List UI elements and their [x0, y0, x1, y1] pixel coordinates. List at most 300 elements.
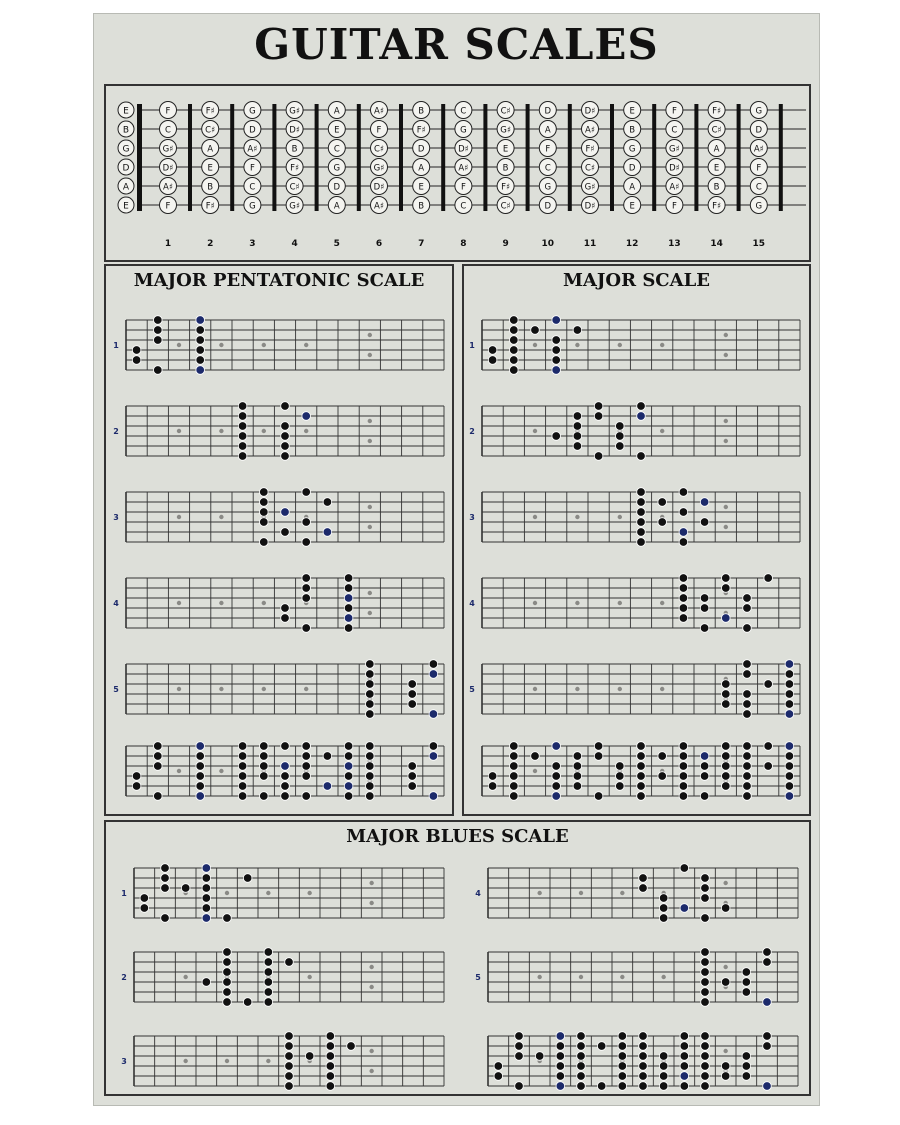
scale-note-dot	[742, 1052, 751, 1061]
note-label: F♯	[501, 182, 511, 193]
scale-note-dot	[510, 356, 519, 365]
scale-note-dot	[785, 752, 794, 761]
note-label: F♯	[290, 163, 300, 174]
scale-note-dot	[552, 762, 561, 771]
note-label: F	[756, 163, 762, 174]
root-note-dot	[196, 742, 205, 751]
major-title: MAJOR SCALE	[563, 270, 710, 291]
inlay-dot	[368, 611, 372, 615]
position-label: 5	[475, 973, 481, 982]
fret-number: 6	[375, 239, 383, 249]
scale-note-dot	[577, 1062, 586, 1071]
scale-note-dot	[659, 1052, 668, 1061]
scale-note-dot	[531, 326, 540, 335]
inlay-dot	[368, 333, 372, 337]
scale-note-dot	[722, 574, 731, 583]
scale-note-dot	[510, 336, 519, 345]
scale-note-dot	[785, 690, 794, 699]
note-label: G	[460, 125, 467, 136]
scale-note-dot	[510, 752, 519, 761]
note-label: B	[418, 106, 425, 117]
fret-number: 5	[333, 239, 340, 249]
scale-note-dot	[659, 1082, 668, 1091]
root-note-dot	[556, 1032, 565, 1041]
scale-note-dot	[202, 904, 211, 913]
scale-note-dot	[743, 772, 752, 781]
scale-note-dot	[347, 1042, 356, 1051]
scale-note-dot	[326, 1072, 335, 1081]
note-label: C♯	[289, 182, 300, 193]
scale-note-dot	[154, 326, 163, 335]
scale-note-dot	[785, 680, 794, 689]
fretboard-panel	[104, 84, 811, 262]
scale-note-dot	[680, 1062, 689, 1071]
scale-note-dot	[281, 614, 290, 623]
scale-note-dot	[743, 624, 752, 633]
scale-note-dot	[260, 538, 269, 547]
scale-note-dot	[577, 1072, 586, 1081]
note-label: D♯	[669, 163, 680, 174]
root-note-dot	[344, 614, 353, 623]
scale-note-dot	[196, 326, 205, 335]
inlay-dot	[660, 687, 664, 691]
scale-note-dot	[743, 792, 752, 801]
root-note-dot	[763, 1082, 772, 1091]
note-label: D	[544, 106, 552, 117]
scale-note-dot	[659, 1072, 668, 1081]
scale-note-dot	[344, 792, 353, 801]
scale-note-dot	[366, 690, 375, 699]
scale-note-dot	[743, 762, 752, 771]
root-note-dot	[637, 412, 646, 421]
scale-note-dot	[429, 742, 438, 751]
scale-note-dot	[680, 1032, 689, 1041]
inlay-dot	[533, 429, 537, 433]
fret-wire	[568, 104, 572, 211]
open-note-label: E	[123, 106, 129, 117]
scale-note-dot	[281, 422, 290, 431]
scale-note-dot	[238, 742, 247, 751]
scale-note-dot	[658, 752, 667, 761]
scale-note-dot	[785, 762, 794, 771]
inlay-dot	[620, 975, 624, 979]
scale-note-dot	[594, 412, 603, 421]
scale-note-dot	[223, 968, 232, 977]
scale-note-dot	[701, 874, 710, 883]
scale-note-dot	[552, 346, 561, 355]
scale-note-dot	[494, 1072, 503, 1081]
inlay-dot	[368, 505, 372, 509]
note-label: C♯	[205, 125, 216, 136]
scale-note-dot	[594, 792, 603, 801]
scale-note-dot	[302, 792, 311, 801]
note-label: F	[671, 201, 677, 212]
inlay-dot	[533, 601, 537, 605]
scale-note-dot	[679, 614, 688, 623]
scale-note-dot	[344, 772, 353, 781]
scale-note-dot	[618, 1052, 627, 1061]
scale-note-dot	[238, 402, 247, 411]
inlay-dot	[618, 601, 622, 605]
inlay-dot	[661, 975, 665, 979]
scale-note-dot	[260, 752, 269, 761]
inlay-dot	[266, 891, 270, 895]
scale-note-dot	[264, 998, 273, 1007]
note-label: F	[671, 106, 677, 117]
scale-note-dot	[679, 574, 688, 583]
position-label: 4	[475, 889, 481, 898]
scale-note-dot	[281, 742, 290, 751]
inlay-dot	[533, 515, 537, 519]
scale-note-dot	[637, 508, 646, 517]
root-note-dot	[785, 710, 794, 719]
scale-note-dot	[679, 752, 688, 761]
scale-note-dot	[742, 1062, 751, 1071]
scale-note-dot	[658, 772, 667, 781]
scale-note-dot	[223, 998, 232, 1007]
scale-note-dot	[618, 1082, 627, 1091]
position-label: 2	[113, 427, 119, 436]
note-label: G♯	[669, 144, 680, 155]
scale-note-dot	[764, 574, 773, 583]
scale-note-dot	[285, 1072, 294, 1081]
position-label: 1	[469, 341, 475, 350]
scale-note-dot	[639, 1052, 648, 1061]
note-label: A	[333, 106, 340, 117]
scale-note-dot	[680, 1082, 689, 1091]
pentatonic-panel	[104, 264, 454, 816]
note-label: A♯	[247, 144, 258, 155]
note-label: D♯	[584, 201, 596, 212]
inlay-dot	[575, 687, 579, 691]
inlay-dot	[660, 343, 664, 347]
scale-note-dot	[659, 1062, 668, 1071]
note-label: E	[334, 125, 340, 136]
fret-wire	[315, 104, 319, 211]
position-label: 1	[113, 341, 119, 350]
scale-note-dot	[722, 772, 731, 781]
scale-note-dot	[281, 452, 290, 461]
scale-note-dot	[639, 874, 648, 883]
inlay-dot	[304, 687, 308, 691]
note-label: B	[418, 201, 425, 212]
scale-note-dot	[639, 1072, 648, 1081]
scale-note-dot	[510, 316, 519, 325]
note-label: G	[544, 182, 552, 193]
scale-note-dot	[637, 498, 646, 507]
root-note-dot	[680, 904, 689, 913]
root-note-dot	[429, 710, 438, 719]
note-label: A	[713, 144, 720, 155]
scale-note-dot	[742, 978, 751, 987]
scale-note-dot	[285, 958, 294, 967]
note-label: G	[628, 144, 636, 155]
scale-note-dot	[366, 710, 375, 719]
inlay-dot	[724, 505, 728, 509]
scale-note-dot	[132, 782, 141, 791]
scale-note-dot	[764, 742, 773, 751]
fret-number: 15	[752, 239, 766, 249]
scale-note-dot	[140, 904, 149, 913]
scale-note-dot	[659, 914, 668, 923]
scale-note-dot	[679, 762, 688, 771]
scale-note-dot	[577, 1052, 586, 1061]
scale-diagram	[121, 864, 444, 923]
root-note-dot	[552, 366, 561, 375]
scale-note-dot	[722, 700, 731, 709]
scale-note-dot	[639, 1082, 648, 1091]
note-label: G♯	[289, 201, 300, 212]
scale-note-dot	[344, 604, 353, 613]
scale-note-dot	[616, 762, 625, 771]
note-label: F	[376, 125, 382, 136]
scale-note-dot	[238, 792, 247, 801]
inlay-dot	[537, 975, 541, 979]
inlay-dot	[219, 769, 223, 773]
note-label: C♯	[500, 201, 511, 212]
position-label: 3	[469, 513, 475, 522]
scale-note-dot	[721, 1062, 730, 1071]
root-note-dot	[281, 762, 290, 771]
scale-note-dot	[223, 948, 232, 957]
note-label: G♯	[584, 182, 596, 193]
scale-note-dot	[597, 1082, 606, 1091]
scale-note-dot	[132, 356, 141, 365]
note-label: F♯	[205, 201, 215, 212]
inlay-dot	[177, 429, 181, 433]
note-label: C	[755, 182, 762, 193]
scale-note-dot	[238, 432, 247, 441]
scale-note-dot	[556, 1062, 565, 1071]
scale-note-dot	[659, 904, 668, 913]
scale-note-dot	[154, 366, 163, 375]
scale-note-dot	[264, 948, 273, 957]
fret-wire	[610, 104, 614, 211]
scale-note-dot	[722, 752, 731, 761]
fret-number: 7	[418, 239, 425, 249]
scale-note-dot	[161, 914, 170, 923]
note-label: F♯	[205, 106, 215, 117]
scale-note-dot	[722, 782, 731, 791]
inlay-dot	[219, 515, 223, 519]
note-label: A♯	[374, 201, 384, 212]
note-label: E	[713, 163, 720, 174]
scale-note-dot	[285, 1062, 294, 1071]
root-note-dot	[202, 914, 211, 923]
fret-wire	[441, 104, 445, 211]
scale-note-dot	[639, 1032, 648, 1041]
scale-note-dot	[743, 710, 752, 719]
root-note-dot	[552, 742, 561, 751]
scale-note-dot	[305, 1052, 314, 1061]
scale-note-dot	[223, 914, 232, 923]
scale-note-dot	[510, 366, 519, 375]
root-note-dot	[429, 670, 438, 679]
scale-note-dot	[140, 894, 149, 903]
scale-note-dot	[223, 988, 232, 997]
scale-note-dot	[573, 422, 582, 431]
scale-note-dot	[763, 948, 772, 957]
scale-note-dot	[637, 402, 646, 411]
scale-note-dot	[743, 742, 752, 751]
inlay-dot	[177, 601, 181, 605]
scale-note-dot	[573, 326, 582, 335]
scale-note-dot	[552, 432, 561, 441]
note-label: D	[249, 125, 256, 136]
note-label: D♯	[373, 182, 385, 193]
scale-note-dot	[637, 792, 646, 801]
note-label: F♯	[585, 144, 595, 155]
scale-note-dot	[637, 518, 646, 527]
fret-number: 9	[502, 239, 509, 249]
scale-note-dot	[552, 772, 561, 781]
scale-note-dot	[494, 1062, 503, 1071]
inlay-dot	[369, 901, 373, 905]
scale-note-dot	[515, 1042, 524, 1051]
scale-note-dot	[196, 782, 205, 791]
scale-note-dot	[573, 782, 582, 791]
inlay-dot	[620, 891, 624, 895]
scale-note-dot	[260, 772, 269, 781]
inlay-dot	[575, 601, 579, 605]
inlay-dot	[177, 515, 181, 519]
note-label: A	[629, 182, 636, 193]
scale-note-dot	[679, 488, 688, 497]
blues-diagrams	[106, 822, 809, 1094]
fret-number: 14	[710, 239, 723, 249]
scale-note-dot	[637, 752, 646, 761]
scale-note-dot	[658, 498, 667, 507]
inlay-dot	[724, 439, 728, 443]
inlay-dot	[225, 1059, 229, 1063]
root-note-dot	[722, 614, 731, 623]
scale-diagram	[113, 316, 444, 375]
scale-note-dot	[577, 1042, 586, 1051]
note-label: A	[418, 163, 425, 174]
root-note-dot	[302, 412, 311, 421]
position-label: 2	[469, 427, 475, 436]
fretboard-diagram	[106, 86, 809, 260]
scale-note-dot	[573, 762, 582, 771]
fret-wire	[357, 104, 361, 211]
scale-note-dot	[701, 1032, 710, 1041]
note-label: G♯	[289, 106, 300, 117]
scale-note-dot	[743, 670, 752, 679]
inlay-dot	[369, 985, 373, 989]
inlay-dot	[183, 975, 187, 979]
scale-note-dot	[679, 538, 688, 547]
inlay-dot	[723, 881, 727, 885]
scale-note-dot	[763, 958, 772, 967]
position-label: 4	[113, 599, 119, 608]
scale-note-dot	[573, 772, 582, 781]
note-label: A♯	[753, 144, 764, 155]
scale-note-dot	[577, 1082, 586, 1091]
scale-note-dot	[742, 988, 751, 997]
scale-note-dot	[637, 528, 646, 537]
scale-note-dot	[260, 762, 269, 771]
scale-note-dot	[785, 700, 794, 709]
scale-note-dot	[366, 762, 375, 771]
note-label: C	[460, 106, 467, 117]
scale-note-dot	[594, 452, 603, 461]
scale-note-dot	[196, 752, 205, 761]
inlay-dot	[533, 687, 537, 691]
scale-note-dot	[408, 690, 417, 699]
root-note-dot	[323, 782, 332, 791]
scale-note-dot	[701, 1042, 710, 1051]
fret-wire	[399, 104, 403, 211]
scale-note-dot	[154, 336, 163, 345]
scale-note-dot	[556, 1052, 565, 1061]
scale-note-dot	[238, 772, 247, 781]
scale-note-dot	[285, 1052, 294, 1061]
note-label: D	[755, 125, 763, 136]
scale-note-dot	[285, 1082, 294, 1091]
scale-note-dot	[701, 988, 710, 997]
scale-note-dot	[639, 884, 648, 893]
note-label: B	[291, 144, 298, 155]
scale-note-dot	[552, 356, 561, 365]
inlay-dot	[723, 1049, 727, 1053]
inlay-dot	[307, 975, 311, 979]
inlay-dot	[369, 1069, 373, 1073]
inlay-dot	[219, 601, 223, 605]
inlay-dot	[262, 687, 266, 691]
inlay-dot	[304, 429, 308, 433]
note-label: A♯	[374, 106, 384, 117]
inlay-dot	[660, 601, 664, 605]
fret-wire	[694, 104, 698, 211]
note-label: B	[502, 163, 509, 174]
scale-note-dot	[408, 772, 417, 781]
scale-note-dot	[161, 864, 170, 873]
scale-note-dot	[302, 752, 311, 761]
scale-note-dot	[616, 442, 625, 451]
scale-note-dot	[616, 422, 625, 431]
inlay-dot	[724, 353, 728, 357]
scale-note-dot	[302, 594, 311, 603]
scale-note-dot	[680, 1042, 689, 1051]
note-label: D♯	[289, 125, 300, 136]
scale-note-dot	[202, 884, 211, 893]
scale-note-dot	[326, 1052, 335, 1061]
scale-note-dot	[637, 772, 646, 781]
scale-note-dot	[616, 432, 625, 441]
inlay-dot	[660, 429, 664, 433]
note-label: C	[333, 144, 340, 155]
scale-note-dot	[238, 422, 247, 431]
scale-note-dot	[701, 978, 710, 987]
note-label: A♯	[669, 182, 680, 193]
inlay-dot	[219, 343, 223, 347]
scale-note-dot	[302, 762, 311, 771]
open-note-label: D	[122, 163, 130, 174]
inlay-dot	[537, 891, 541, 895]
pentatonic-diagrams	[106, 266, 452, 814]
scale-note-dot	[577, 1032, 586, 1041]
scale-note-dot	[701, 948, 710, 957]
note-label: D	[333, 182, 341, 193]
scale-note-dot	[326, 1032, 335, 1041]
scale-note-dot	[700, 772, 709, 781]
scale-note-dot	[302, 488, 311, 497]
root-note-dot	[196, 792, 205, 801]
scale-note-dot	[679, 782, 688, 791]
scale-note-dot	[552, 336, 561, 345]
fret-number: 3	[249, 239, 256, 249]
scale-note-dot	[618, 1032, 627, 1041]
